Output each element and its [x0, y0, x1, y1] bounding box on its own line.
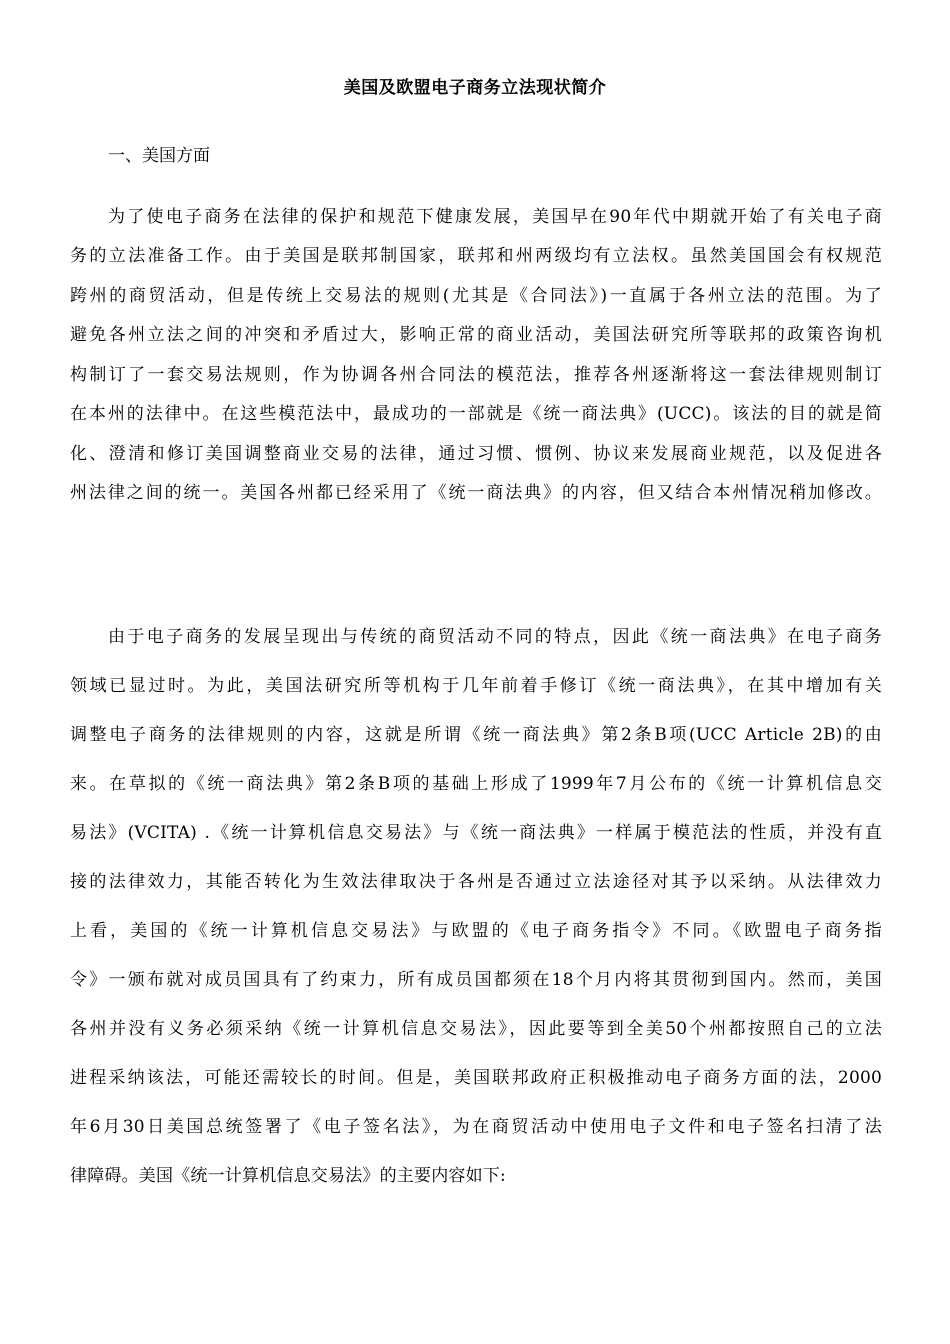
paragraph-line: 进程采纳该法，可能还需较长的时间。但是，美国联邦政府正积极推动电子商务方面的法，2000: [70, 1068, 882, 1088]
paragraph-line: 律障碍。美国《统一计算机信息交易法》的主要内容如下:: [70, 1166, 506, 1186]
paragraph-line: 化、澄清和修订美国调整商业交易的法律，通过习惯、惯例、协议来发展商业规范，以及促进各: [70, 444, 882, 464]
paragraph-line: 跨州的商贸活动，但是传统上交易法的规则(尤其是《合同法》)一直属于各州立法的范围。为了: [70, 286, 882, 306]
paragraph-line: 年6月30日美国总统签署了《电子签名法》，为在商贸活动中使用电子文件和电子签名扫清了法: [70, 1117, 882, 1137]
paragraph-line: 州法律之间的统一。美国各州都已经采用了《统一商法典》的内容，但又结合本州情况稍加修改。: [70, 483, 882, 503]
paragraph-line: 在本州的法律中。在这些模范法中，最成功的一部就是《统一商法典》(UCC)。该法的目的就是简: [70, 404, 882, 424]
paragraph-line: 易法》(VCITA) .《统一计算机信息交易法》与《统一商法典》一样属于模范法的性质，并没有直: [70, 823, 882, 843]
paragraph-line: 各州并没有义务必须采纳《统一计算机信息交易法》，因此要等到全美50个州都按照自己的立法: [70, 1019, 882, 1039]
paragraph-line: 接的法律效力，其能否转化为生效法律取决于各州是否通过立法途径对其予以采纳。从法律效力: [70, 872, 882, 892]
paragraph-line: 避免各州立法之间的冲突和矛盾过大，影响正常的商业活动，美国法研究所等联邦的政策咨询机: [70, 325, 882, 345]
paragraph-line: 令》一颁布就对成员国具有了约束力，所有成员国都须在18个月内将其贯彻到国内。然而，美国: [70, 970, 882, 990]
paragraph-line: 务的立法准备工作。由于美国是联邦制国家，联邦和州两级均有立法权。虽然美国国会有权规范: [70, 246, 882, 266]
paragraph-line: 由于电子商务的发展呈现出与传统的商贸活动不同的特点，因此《统一商法典》在电子商务: [108, 627, 882, 647]
section-heading: 一、美国方面: [108, 146, 210, 166]
paragraph-line: 上看，美国的《统一计算机信息交易法》与欧盟的《电子商务指令》不同。《欧盟电子商务指: [70, 921, 882, 941]
paragraph-line: 构制订了一套交易法规则，作为协调各州合同法的模范法，推荐各州逐渐将这一套法律规则制订: [70, 365, 882, 385]
document-title: 美国及欧盟电子商务立法现状简介: [343, 78, 607, 98]
paragraph-line: 为了使电子商务在法律的保护和规范下健康发展，美国早在90年代中期就开始了有关电子商: [108, 207, 882, 227]
paragraph-line: 来。在草拟的《统一商法典》第2条B项的基础上形成了1999年7月公布的《统一计算机信息交: [70, 774, 882, 794]
paragraph-line: 调整电子商务的法律规则的内容，这就是所谓《统一商法典》第2条B项(UCC Article 2B)的由: [70, 725, 882, 745]
paragraph-line: 领域已显过时。为此，美国法研究所等机构于几年前着手修订《统一商法典》，在其中增加有关: [70, 676, 882, 696]
